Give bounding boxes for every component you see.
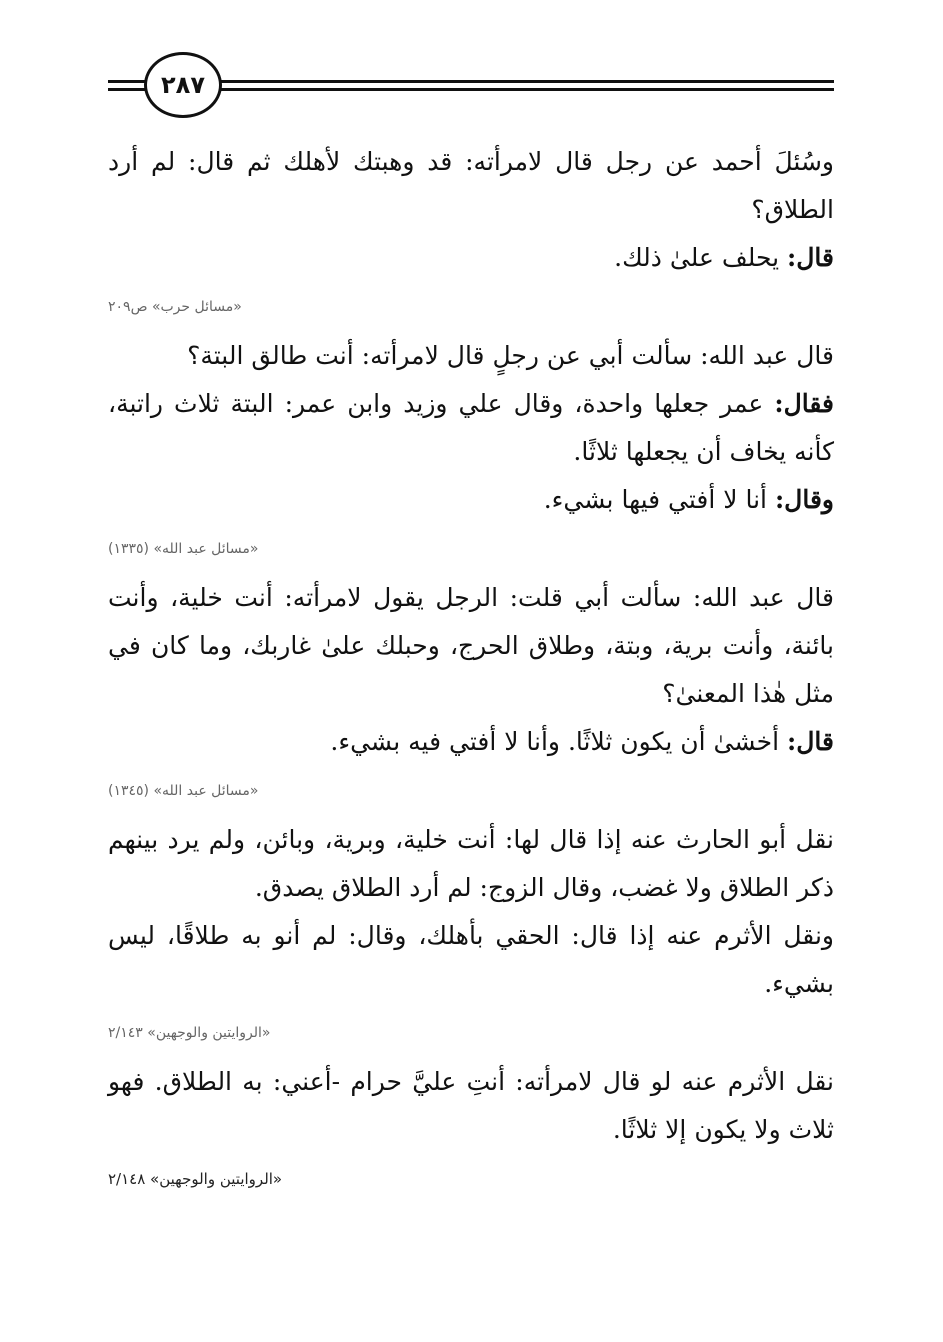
page-body (108, 138, 834, 1204)
header-rule-right-bottom (212, 88, 834, 91)
source-citation: «مسائل عبد الله» (١٣٣٥) (108, 541, 259, 557)
paragraph (108, 234, 834, 282)
paragraph (108, 1058, 834, 1154)
paragraph-text: عمر جعلها واحدة، وقال علي وزيد وابن عمر: البتة ثلاث راتبة، كأنه يخاف أن يجعلها ثلاثًا. (108, 389, 834, 466)
source-citation: «الروايتين والوجهين» ٢/١٤٣ (108, 1025, 271, 1041)
paragraph-text: أنا لا أفتي فيها بشيء. (543, 485, 775, 514)
paragraph (108, 574, 834, 718)
paragraph (108, 380, 834, 476)
paragraph-text: نقل أبو الحارث عنه إذا قال لها: أنت خلية، وبرية، وبائن، ولم يرد بينهم ذكر الطلاق ولا غضب، وقال الزوج: لم أرد الطلاق يصدق. (108, 825, 834, 902)
paragraph-text: ونقل الأثرم عنه إذا قال: الحقي بأهلك، وقال: لم أنو به طلاقًا، ليس بشيء. (108, 921, 834, 998)
header-rule-right-top (212, 80, 834, 83)
paragraph (108, 138, 834, 234)
header-rule-left-bottom (108, 88, 148, 91)
paragraph-text: أخشىٰ أن يكون ثلاثًا. وأنا لا أفتي فيه بشيء. (330, 727, 788, 756)
header-rule-left-top (108, 80, 148, 83)
source-citation: «مسائل عبد الله» (١٣٤٥) (108, 783, 259, 799)
paragraph (108, 912, 834, 1008)
paragraph-lead: فقال: (774, 389, 834, 418)
paragraph-text: قال عبد الله: سألت أبي قلت: الرجل يقول لامرأته: أنت خلية، وأنت بائنة، وأنت برية، وبتة، وطلاق الحرج، وحبلك علىٰ غاربك، وما كان في مثل هٰذا المعنىٰ؟ (108, 583, 834, 708)
entry-5 (108, 1058, 834, 1194)
page-number: ٢٨٧ (144, 52, 222, 118)
source-citation: «الروايتين والوجهين» ٢/١٤٨ (108, 1170, 283, 1188)
entry-3 (108, 574, 834, 806)
entry-1 (108, 138, 834, 322)
paragraph-text: قال عبد الله: سألت أبي عن رجلٍ قال لامرأته: أنت طالق البتة؟ (187, 341, 834, 370)
paragraph (108, 332, 834, 380)
paragraph (108, 816, 834, 912)
paragraph-lead: قال: (787, 727, 834, 756)
paragraph-text: وسُئلَ أحمد عن رجل قال لامرأته: قد وهبتك لأهلك ثم قال: لم أرد الطلاق؟ (108, 147, 834, 224)
entry-4 (108, 816, 834, 1048)
paragraph-lead: قال: (787, 243, 834, 272)
paragraph (108, 476, 834, 524)
entry-2 (108, 332, 834, 564)
paragraph-lead: وقال: (774, 485, 834, 514)
paragraph-text: يحلف علىٰ ذلك. (614, 243, 788, 272)
source-citation: «مسائل حرب» ص٢٠٩ (108, 299, 242, 315)
paragraph (108, 718, 834, 766)
page-header (0, 0, 943, 130)
paragraph-text: نقل الأثرم عنه لو قال لامرأته: أنتِ عليَّ حرام -أعني: به الطلاق. فهو ثلاث ولا يكون إلا ثلاثًا. (108, 1067, 834, 1144)
